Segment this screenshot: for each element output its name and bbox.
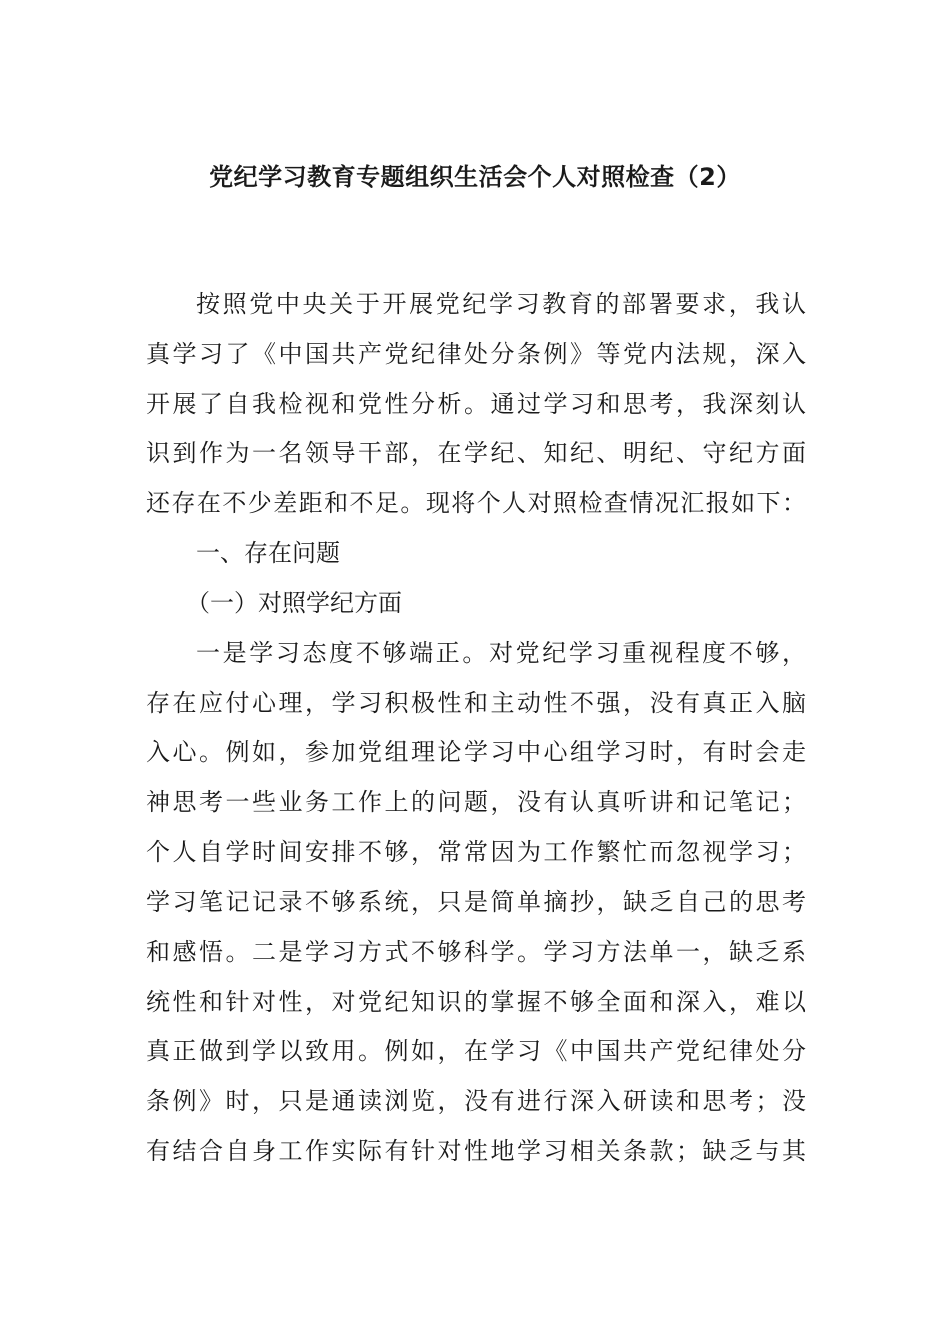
paragraph-line: 真正做到学以致用。例如，在学习《中国共产党纪律处分	[146, 1037, 806, 1065]
paragraph-line: 学习笔记记录不够系统，只是简单摘抄，缺乏自己的思考	[146, 888, 806, 916]
paragraph-line: 一是学习态度不够端正。对党纪学习重视程度不够，	[196, 639, 806, 667]
paragraph-line: 和感悟。二是学习方式不够科学。学习方法单一，缺乏系	[146, 938, 806, 966]
paragraph-line: 还存在不少差距和不足。现将个人对照检查情况汇报如下：	[146, 489, 806, 517]
paragraph-line: 识到作为一名领导干部，在学纪、知纪、明纪、守纪方面	[146, 439, 806, 467]
paragraph-line: 条例》时，只是通读浏览，没有进行深入研读和思考；没	[146, 1087, 806, 1115]
document-title: 党纪学习教育专题组织生活会个人对照检查（2）	[209, 163, 741, 191]
paragraph-line: 神思考一些业务工作上的问题，没有认真听讲和记笔记；	[146, 788, 806, 816]
paragraph-line: 个人自学时间安排不够，常常因为工作繁忙而忽视学习；	[146, 838, 806, 866]
section-heading: 一、存在问题	[196, 539, 340, 567]
paragraph-line: 统性和针对性，对党纪知识的掌握不够全面和深入，难以	[146, 988, 806, 1016]
paragraph-line: 存在应付心理，学习积极性和主动性不强，没有真正入脑	[146, 689, 806, 717]
paragraph-line: 有结合自身工作实际有针对性地学习相关条款；缺乏与其	[146, 1137, 806, 1165]
subsection-heading: （一）对照学纪方面	[186, 589, 402, 617]
paragraph-line: 真学习了《中国共产党纪律处分条例》等党内法规，深入	[146, 340, 806, 368]
paragraph-line: 按照党中央关于开展党纪学习教育的部署要求，我认	[196, 290, 806, 318]
paragraph-line: 入心。例如，参加党组理论学习中心组学习时，有时会走	[146, 738, 806, 766]
paragraph-line: 开展了自我检视和党性分析。通过学习和思考，我深刻认	[146, 390, 806, 418]
